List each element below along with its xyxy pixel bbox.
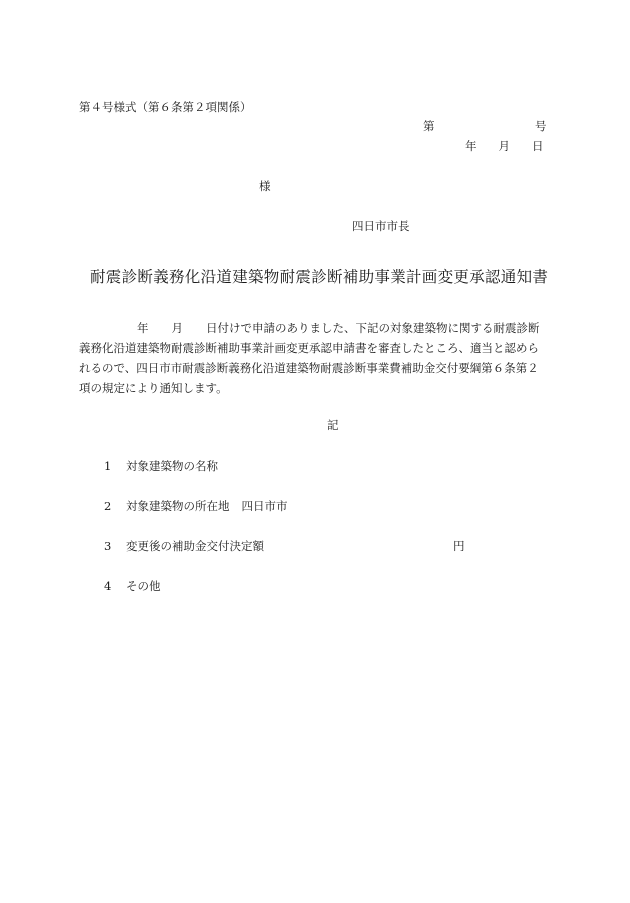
body-line-3: れるので、四日市市耐震診断義務化沿道建築物耐震診断事業費補助金交付要綱第６条第２ bbox=[79, 361, 539, 375]
date-month-label: 月 bbox=[498, 139, 510, 153]
date-day-label: 日 bbox=[532, 139, 544, 153]
item-label: その他 bbox=[126, 579, 161, 593]
item-number: 4 bbox=[104, 579, 112, 593]
notice-body bbox=[79, 318, 559, 398]
record-heading: 記 bbox=[327, 418, 339, 432]
item-number: 1 bbox=[104, 459, 112, 473]
yen-unit: 円 bbox=[453, 539, 465, 553]
form-number: 第４号様式（第６条第２項関係） bbox=[79, 100, 252, 114]
document-number-suffix: 号 bbox=[535, 119, 547, 133]
list-item bbox=[104, 539, 276, 553]
item-number: 3 bbox=[104, 539, 112, 553]
item-label: 対象建築物の所在地 bbox=[126, 499, 230, 513]
item-value: 四日市市 bbox=[241, 499, 288, 513]
list-item bbox=[104, 579, 173, 593]
item-number: 2 bbox=[104, 499, 112, 513]
body-month-label: 月 bbox=[171, 321, 183, 335]
body-line-1 bbox=[79, 318, 559, 338]
item-label: 変更後の補助金交付決定額 bbox=[126, 539, 264, 553]
list-item bbox=[104, 499, 288, 513]
item-label: 対象建築物の名称 bbox=[126, 459, 218, 473]
addressee-honorific: 様 bbox=[259, 179, 271, 193]
document-number-prefix: 第 bbox=[423, 119, 435, 133]
body-line-2: 義務化沿道建築物耐震診断補助事業計画変更承認申請書を審査したところ、適当と認めら bbox=[79, 341, 539, 355]
date-year-label: 年 bbox=[465, 139, 477, 153]
body-line-1-text: 日付けで申請のありました、下記の対象建築物に関する耐震診断 bbox=[206, 321, 540, 335]
issuer-name: 四日市市長 bbox=[352, 219, 410, 233]
body-year-label: 年 bbox=[137, 321, 149, 335]
list-item bbox=[104, 459, 230, 473]
document-title: 耐震診断義務化沿道建築物耐震診断補助事業計画変更承認通知書 bbox=[90, 268, 549, 286]
issue-date bbox=[465, 139, 544, 153]
body-line-4: 項の規定により通知します。 bbox=[79, 381, 228, 395]
